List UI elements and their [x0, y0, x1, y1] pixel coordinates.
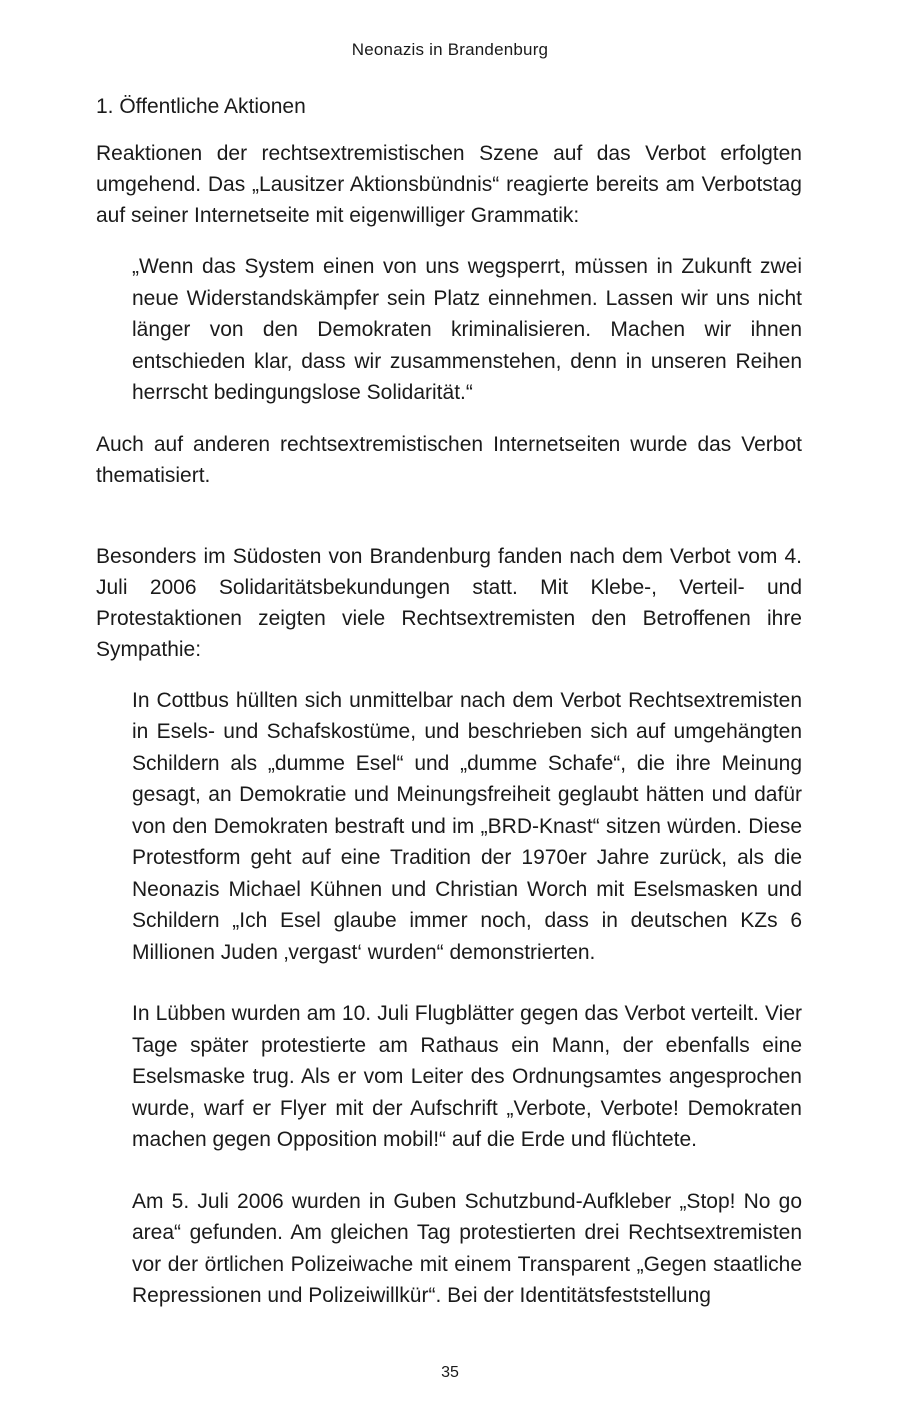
- paragraph-reactions: Reaktionen der rechtsextremistischen Szene auf das Verbot erfolgten umgehend. Das „Lausitzer Aktionsbündnis“ reagierte bereits am Verbotstag auf seiner Internetseite mit eigenwilliger Grammatik:: [96, 142, 802, 227]
- indented-paragraph-luebben: In Lübben wurden am 10. Juli Flugblätter gegen das Verbot verteilt. Vier Tage später protestierte am Rathaus ein Mann, der ebenfalls eine Eselsmaske trug. Als er vom Leiter des Ordnungsamtes angesprochen wurde, warf er Flyer mit der Aufschrift „Verbote, Verbote! Demokraten machen gegen Opposition mobil!“ auf die Erde und flüchtete.: [132, 1002, 802, 1151]
- paragraph-southeast: Besonders im Südosten von Brandenburg fanden nach dem Verbot vom 4. Juli 2006 Solidaritätsbekundungen statt. Mit Klebe-, Verteil- und Protestaktionen zeigten viele Rechtsextremisten den Betroffenen ihre Sympathie:: [96, 544, 802, 661]
- paragraph-other-sites: Auch auf anderen rechtsextremistischen Internetseiten wurde das Verbot thematisiert.: [96, 432, 802, 487]
- page-number: 35: [441, 1364, 459, 1381]
- indented-paragraph-cottbus: In Cottbus hüllten sich unmittelbar nach dem Verbot Rechtsextremisten in Esels- und Schafskostüme, und beschrieben sich auf umgehängten Schildern als „dumme Esel“ und „dumme Schafe“, die ihre Meinung gesagt, an Demokratie und Meinungsfreiheit geglaubt hätten und dafür von den Demokraten bestraft und im „BRD-Knast“ sitzen würden. Diese Protestform geht auf eine Tradition der 1970er Jahre zurück, als die Neonazis Michael Kühnen und Christian Worch mit Eselsmasken und Schildern „Ich Esel glaube immer noch, dass in deutschen KZs 6 Millionen Juden ‚vergast‘ wurden“ demonstrierten.: [132, 688, 802, 964]
- block-quote: „Wenn das System einen von uns wegsperrt, müssen in Zukunft zwei neue Widerstandskämpfer sein Platz einnehmen. Lassen wir uns nicht länger von den Demokraten kriminalisieren. Machen wir ihnen entschieden klar, dass wir zusammenstehen, denn in unseren Reihen herrscht bedingungslose Solidarität.“: [132, 255, 802, 404]
- indented-paragraph-guben: Am 5. Juli 2006 wurden in Guben Schutzbund-Aufkleber „Stop! No go area“ gefunden. Am gleichen Tag protestierten drei Rechtsextremisten vor der örtlichen Polizeiwache mit einem Transparent „Gegen staatliche Repressionen und Polizeiwillkür“. Bei der Identitätsfeststellung: [132, 1189, 802, 1307]
- running-header: Neonazis in Brandenburg: [351, 40, 549, 59]
- section-heading: 1. Öffentliche Aktionen: [96, 95, 306, 118]
- page-body: [96, 92, 802, 1342]
